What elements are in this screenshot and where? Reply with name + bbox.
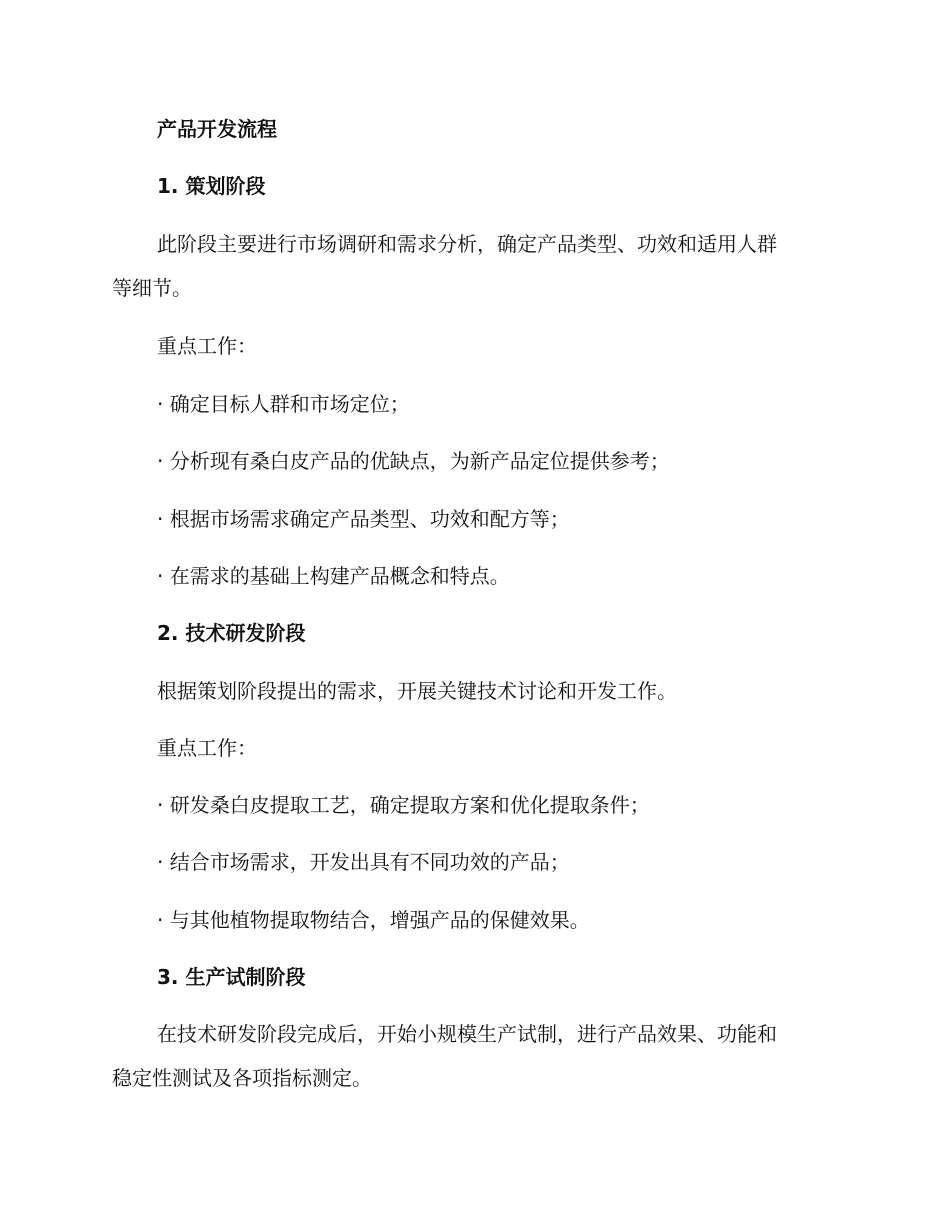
bullet-item: · 与其他植物提取物结合，增强产品的保健效果。 <box>157 908 590 932</box>
key-work-label-planning: 重点工作： <box>157 334 257 358</box>
bullet-item: · 确定目标人群和市场定位； <box>157 392 410 416</box>
bullet-item: · 根据市场需求确定产品类型、功效和配方等； <box>157 507 570 531</box>
section-heading-trial-production: 3. 生产试制阶段 <box>157 965 306 989</box>
page-title: 产品开发流程 <box>157 117 277 141</box>
section-intro-trial-line1: 在技术研发阶段完成后，开始小规模生产试制，进行产品效果、功能和 <box>157 1022 777 1046</box>
bullet-item: · 研发桑白皮提取工艺，确定提取方案和优化提取条件； <box>157 793 650 817</box>
bullet-item: · 分析现有桑白皮产品的优缺点，为新产品定位提供参考； <box>157 449 670 473</box>
section-heading-rnd: 2. 技术研发阶段 <box>157 621 306 645</box>
section-intro-planning-line2: 等细节。 <box>112 276 192 300</box>
bullet-item: · 结合市场需求，开发出具有不同功效的产品； <box>157 850 570 874</box>
section-intro-planning-line1: 此阶段主要进行市场调研和需求分析，确定产品类型、功效和适用人群 <box>157 232 777 256</box>
section-intro-rnd-line1: 根据策划阶段提出的需求，开展关键技术讨论和开发工作。 <box>157 679 677 703</box>
section-intro-trial-line2: 稳定性测试及各项指标测定。 <box>112 1066 372 1090</box>
section-heading-planning: 1. 策划阶段 <box>157 174 266 198</box>
key-work-label-rnd: 重点工作： <box>157 736 257 760</box>
bullet-item: · 在需求的基础上构建产品概念和特点。 <box>157 564 510 588</box>
